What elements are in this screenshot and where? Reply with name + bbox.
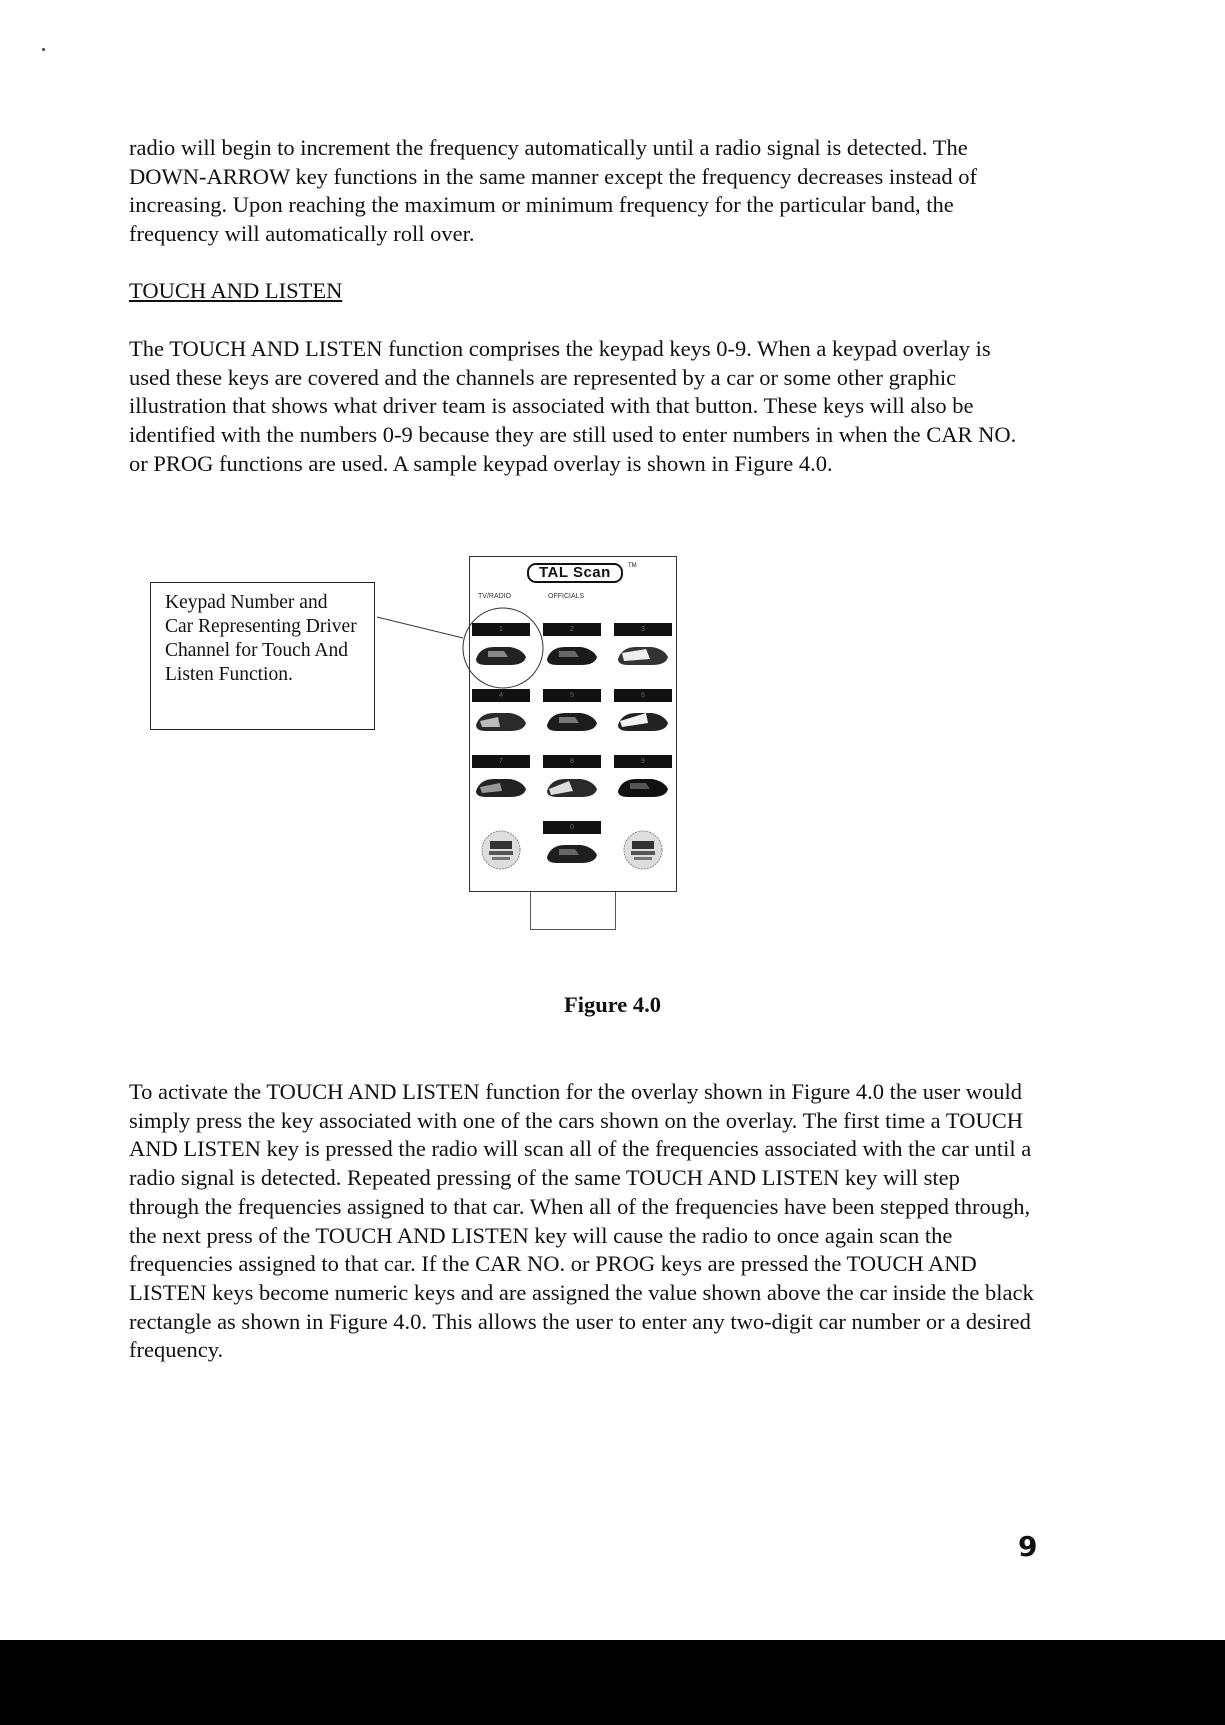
tal-scan-logo: TAL Scan <box>527 563 623 583</box>
race-car-icon <box>616 707 670 733</box>
race-car-icon <box>474 773 528 799</box>
keypad-key-4: 4 <box>472 689 530 739</box>
intro-paragraph: radio will begin to increment the frequency automatically until a radio signal is detected. The DOWN-ARROW key functions in the same manner except the frequency decreases instead of increasing. Upon reaching the maximum or minimum frequency for the particular band, the frequency will automatically roll over. <box>129 135 978 247</box>
emblem-seal-icon <box>480 829 522 871</box>
race-car-icon <box>474 707 528 733</box>
tv-radio-label: TV/RADIO <box>478 593 512 600</box>
trademark: TM <box>628 563 637 569</box>
race-car-icon <box>545 839 599 865</box>
race-car-icon <box>545 641 599 667</box>
race-car-icon <box>616 641 670 667</box>
keypad-key-2: 2 <box>543 623 601 673</box>
page-number: 9 <box>1018 1530 1038 1563</box>
scan-bottom-border <box>0 1640 1225 1725</box>
keypad-key-0: 0 <box>543 821 601 871</box>
activation-paragraph: To activate the TOUCH AND LISTEN function for the overlay shown in Figure 4.0 the user would simply press the key associated with one of the cars shown on the overlay. The first time a TOUCH AND LISTEN key is pressed the radio will scan all of the frequencies associated with the car until a radio signal is detected. Repeated pressing of the same TOUCH AND LISTEN key will step through the frequencies assigned to that car. When all of the frequencies have been stepped through, the next press of the TOUCH AND LISTEN key will cause the radio to once again scan the frequencies assigned to that car. If the CAR NO. or PROG keys are pressed the TOUCH AND LISTEN keys become numeric keys and are assigned the value shown above the car inside the black rectangle as shown in Figure 4.0. This allows the user to enter any two-digit car number or a desired frequency. <box>129 1079 1034 1363</box>
keypad-key-9: 9 <box>614 755 672 805</box>
race-car-icon <box>545 773 599 799</box>
figure-caption: Figure 4.0 <box>563 992 662 1017</box>
figure-callout-box: Keypad Number and Car Representing Driver Channel for Touch And Listen Function. <box>150 582 375 730</box>
touch-listen-paragraph: The TOUCH AND LISTEN function comprises the keypad keys 0-9. When a keypad overlay is used these keys are covered and the channels are represented by a car or some other graphic illustration that shows what driver team is associated with that button. These keys will also be identified with the numbers 0-9 because they are still used to enter numbers in when the CAR NO. or PROG functions are used. A sample keypad overlay is shown in Figure 4.0. <box>129 336 1017 476</box>
keypad-overlay-tab <box>530 892 616 930</box>
keypad-key-7: 7 <box>472 755 530 805</box>
race-car-icon <box>616 773 670 799</box>
race-car-icon <box>545 707 599 733</box>
keypad-key-1: 1 <box>472 623 530 673</box>
keypad-key-6: 6 <box>614 689 672 739</box>
emblem-seal-icon <box>622 829 664 871</box>
keypad-key-8: 8 <box>543 755 601 805</box>
keypad-overlay <box>469 556 677 892</box>
section-heading: TOUCH AND LISTEN <box>129 278 343 303</box>
race-car-icon <box>474 641 528 667</box>
keypad-key-5: 5 <box>543 689 601 739</box>
keypad-key-3: 3 <box>614 623 672 673</box>
officials-label: OFFICIALS <box>548 593 585 600</box>
